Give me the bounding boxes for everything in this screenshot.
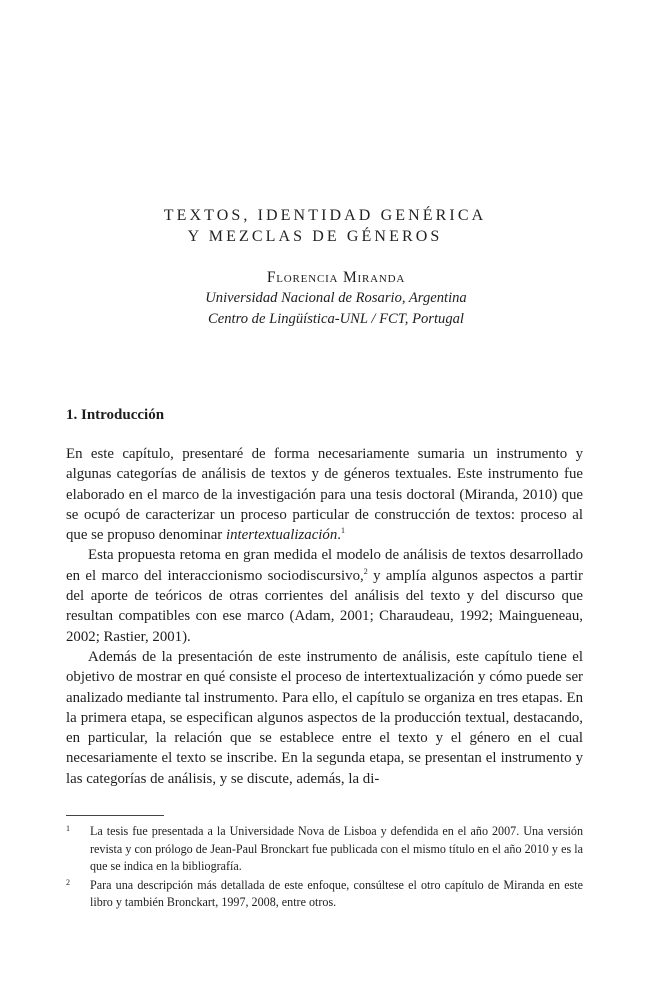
chapter-title-line-1: TEXTOS, IDENTIDAD GENÉRICA (163, 207, 487, 224)
footnotes (66, 823, 583, 913)
author-name: Florencia Miranda (266, 269, 406, 286)
paragraph-1 (66, 444, 583, 545)
body-text (66, 444, 583, 789)
paragraph-2 (66, 545, 583, 646)
paragraph-2-rest: y amplía algunos aspectos a partir del aporte de teóricos de otras corrientes del análisis del texto y del discurso que resultan compatibles con ese marco (Adam, 2001; Charaudeau, 1992; Maingueneau, 2002; Rastier, 2001). (66, 567, 584, 645)
paragraph-1-text: En este capítulo, presentaré de forma necesariamente sumaria un instrumento y algunas categorías de análisis de textos y de géneros textuales. Este instrumento fue elaborado en el marco de la investigación para una tesis doctoral (Miranda, 2010) que se ocupó de caracterizar un proceso particular de construcción de textos: proceso al que se propuso denominar (66, 446, 583, 544)
footnote-number: 1 (66, 824, 70, 833)
author-affiliation-2: Centro de Lingüística-UNL / FCT, Portugal (208, 311, 464, 327)
section-heading: 1. Introducción (66, 407, 165, 423)
footnote-divider (66, 815, 164, 816)
paragraph-1-italic-term: intertextualización (225, 527, 338, 544)
footnote-ref-1: 1 (340, 526, 345, 536)
paragraph-1-end: . (337, 527, 341, 544)
footnote-2 (66, 877, 583, 912)
footnote-text: Para una descripción más detallada de este enfoque, consúltese el otro capítulo de Miranda en este libro y también Bronckart, 1997, 2008, entre otros. (90, 877, 583, 909)
author-affiliation-1: Universidad Nacional de Rosario, Argentina (205, 290, 467, 306)
chapter-title-line-2: Y MEZCLAS DE GÉNEROS (187, 228, 443, 245)
footnote-1 (66, 823, 583, 876)
chapter-title (0, 205, 650, 247)
footnote-number: 2 (66, 877, 70, 887)
footnote-text: La tesis fue presentada a la Universidade Nova de Lisboa y defendida en el año 2007. Una versión revista y con prólogo de Jean-Paul Bronckart fue publicada con el mismo título en el año 2010 y es la que se indica en la bibliografía. (90, 824, 583, 873)
footnote-ref-2: 2 (363, 566, 368, 576)
paragraph-3-text: Además de la presentación de este instrumento de análisis, este capítulo tiene el objetivo de mostrar en qué consiste el proceso de intertextualización y cómo puede ser analizado mediante tal instrumento. Para ello, el capítulo se organiza en tres etapas. En la primera etapa, se especifican algunos aspectos de la producción textual, destacando, en particular, la relación que se establece entre el texto y el género en el cual necesariamente el texto se inscribe. En la segunda etapa, se presentan el instrumento y las categorías de análisis, y se discute, además, la di- (66, 648, 583, 787)
paragraph-3 (66, 647, 583, 789)
paragraph-2-text: Esta propuesta retoma en gran medida el modelo de análisis de textos desarrollado en el marco del interaccionismo sociodiscursivo, (66, 547, 583, 584)
